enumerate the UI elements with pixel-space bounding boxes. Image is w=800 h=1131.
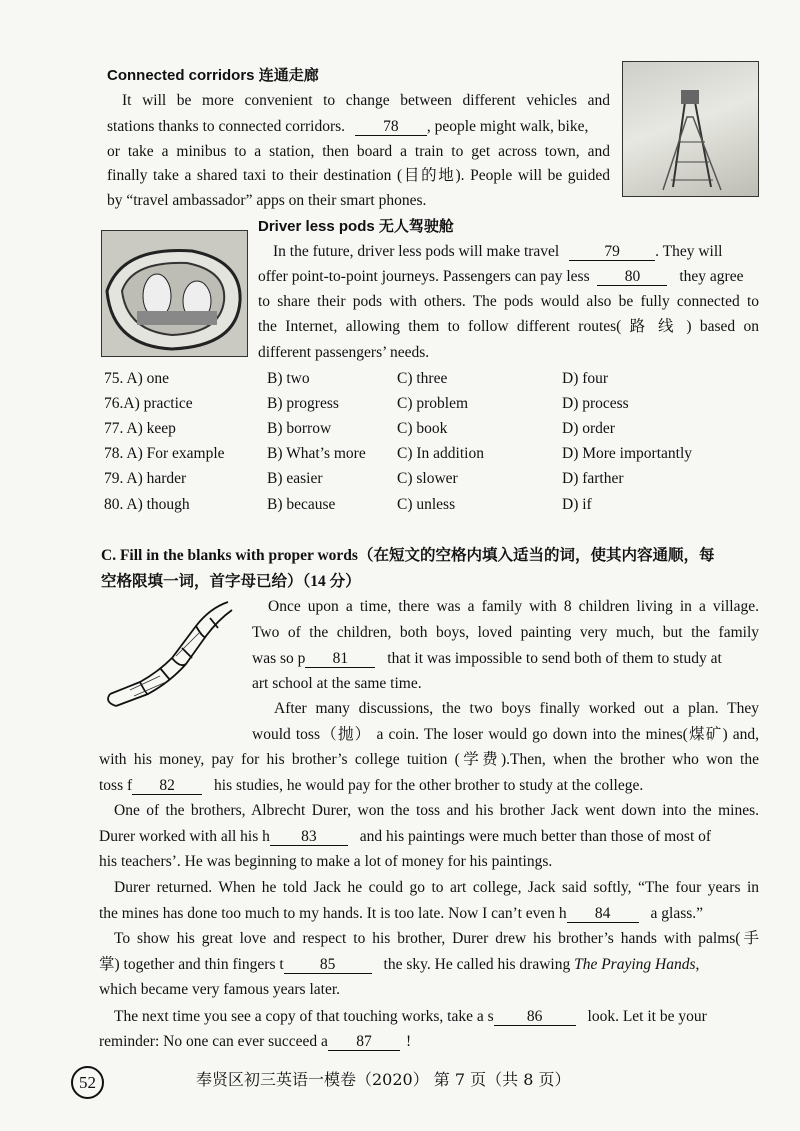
option-c: C) slower — [397, 470, 458, 487]
text-line: It will be more convenient to change between different vehicles and — [122, 92, 610, 109]
option-d: D) four — [562, 370, 609, 387]
option-a: 79. A) harder — [104, 470, 187, 487]
option-a: 75. A) one — [104, 370, 170, 387]
text-line: stations thanks to connected corridors. 78 , people might walk, bike, — [107, 118, 589, 135]
page-badge: 52 — [71, 1066, 104, 1099]
option-c: C) In addition — [397, 445, 484, 462]
option-b: B) borrow — [267, 420, 332, 437]
section-heading-pods: Driver less pods 无人驾驶舱 — [258, 218, 454, 235]
option-c: C) three — [397, 370, 448, 387]
praying-hands-image — [100, 598, 240, 716]
option-b: B) progress — [267, 395, 339, 412]
drawing-title: The Praying Hands — [574, 956, 696, 973]
option-c: C) problem — [397, 395, 469, 412]
text-line: with his money, pay for his brother’s college tuition (学费).Then, when the brother who won the — [99, 751, 759, 768]
text-line: would toss（抛） a coin. The loser would go down into the mines(煤矿) and, — [252, 726, 759, 743]
text-line: or take a minibus to a station, then board a train to get across town, and — [107, 143, 610, 160]
option-c: C) book — [397, 420, 448, 437]
text-line: Two of the children, both boys, loved painting very much, but the family — [252, 624, 759, 641]
text-line: 掌) together and thin fingers t 85 the sky. He called his drawing The Praying Hands, — [99, 956, 700, 973]
text-line: Durer worked with all his h 83 and his paintings were much better than those of most of — [99, 828, 712, 845]
pods-image — [101, 230, 248, 357]
text-line: finally take a shared taxi to their destination (目的地). People will be guided — [107, 167, 610, 184]
option-d: D) process — [562, 395, 629, 412]
option-b: B) What’s more — [267, 445, 366, 462]
blank-79: 79 — [569, 244, 655, 261]
text-line: by “travel ambassador” apps on their smart phones. — [107, 192, 427, 209]
option-d: D) order — [562, 420, 615, 437]
option-d: D) More importantly — [562, 445, 693, 462]
page-footer: 奉贤区初三英语一模卷（2020） 第 7 页（共 8 页） — [196, 1070, 571, 1089]
option-a: 80. A) though — [104, 496, 190, 513]
text-line: the mines has done too much to my hands. It is too late. Now I can’t even h 84 a glass.” — [99, 905, 704, 922]
text-line: different passengers’ needs. — [258, 344, 430, 361]
text-line: which became very famous years later. — [99, 981, 341, 998]
text-line: art school at the same time. — [252, 675, 422, 692]
option-d: D) farther — [562, 470, 624, 487]
corridor-image — [622, 61, 759, 197]
option-b: B) two — [267, 370, 310, 387]
part-c-title: C. Fill in the blanks with proper words（在短文的空格内填入适当的词，使其内容通顺，每 — [101, 547, 715, 564]
text-line: toss f 82 his studies, he would pay for the other brother to study at the college. — [99, 777, 644, 794]
option-a: 78. A) For example — [104, 445, 225, 462]
text-line: to share their pods with others. The pods would also be fully connected to — [258, 293, 759, 310]
part-c-title-cont: 空格限填一词，首字母已给）（14 分） — [101, 573, 361, 590]
text-line: was so p 81 that it was impossible to send both of them to study at — [252, 650, 722, 667]
blank-85: 85 — [284, 957, 372, 974]
blank-84: 84 — [567, 906, 639, 923]
blank-82: 82 — [132, 778, 202, 795]
text-line: his teachers’. He was beginning to make a lot of money for his paintings. — [99, 853, 553, 870]
blank-78: 78 — [355, 119, 427, 136]
option-d: D) if — [562, 496, 592, 513]
text-line: The next time you see a copy of that touching works, take a s 86 look. Let it be your — [114, 1008, 707, 1025]
text-line: After many discussions, the two boys finally worked out a plan. They — [274, 700, 759, 717]
option-a: 76.A) practice — [104, 395, 193, 412]
text-line: reminder: No one can ever succeed a 87 ! — [99, 1033, 412, 1050]
section-heading-connected: Connected corridors 连通走廊 — [107, 67, 319, 84]
blank-83: 83 — [270, 829, 348, 846]
text-line: In the future, driver less pods will make travel 79 . They will — [273, 243, 723, 260]
option-b: B) easier — [267, 470, 323, 487]
text-line: offer point-to-point journeys. Passengers can pay less 80 they agree — [258, 268, 744, 285]
option-c: C) unless — [397, 496, 456, 513]
text-line: Durer returned. When he told Jack he could go to art college, Jack said softly, “The four years in — [114, 879, 759, 896]
option-b: B) because — [267, 496, 336, 513]
blank-81: 81 — [305, 651, 375, 668]
text-line: One of the brothers, Albrecht Durer, won the toss and his brother Jack went down into the mines. — [114, 802, 759, 819]
text-line: Once upon a time, there was a family with 8 children living in a village. — [268, 598, 759, 615]
text-line: the Internet, allowing them to follow different routes( 路 线 ) based on — [258, 318, 759, 335]
blank-86: 86 — [494, 1009, 576, 1026]
option-a: 77. A) keep — [104, 420, 176, 437]
blank-80: 80 — [597, 269, 667, 286]
text-line: To show his great love and respect to his brother, Durer drew his brother’s hands with palms(手 — [114, 930, 759, 947]
blank-87: 87 — [328, 1034, 400, 1051]
